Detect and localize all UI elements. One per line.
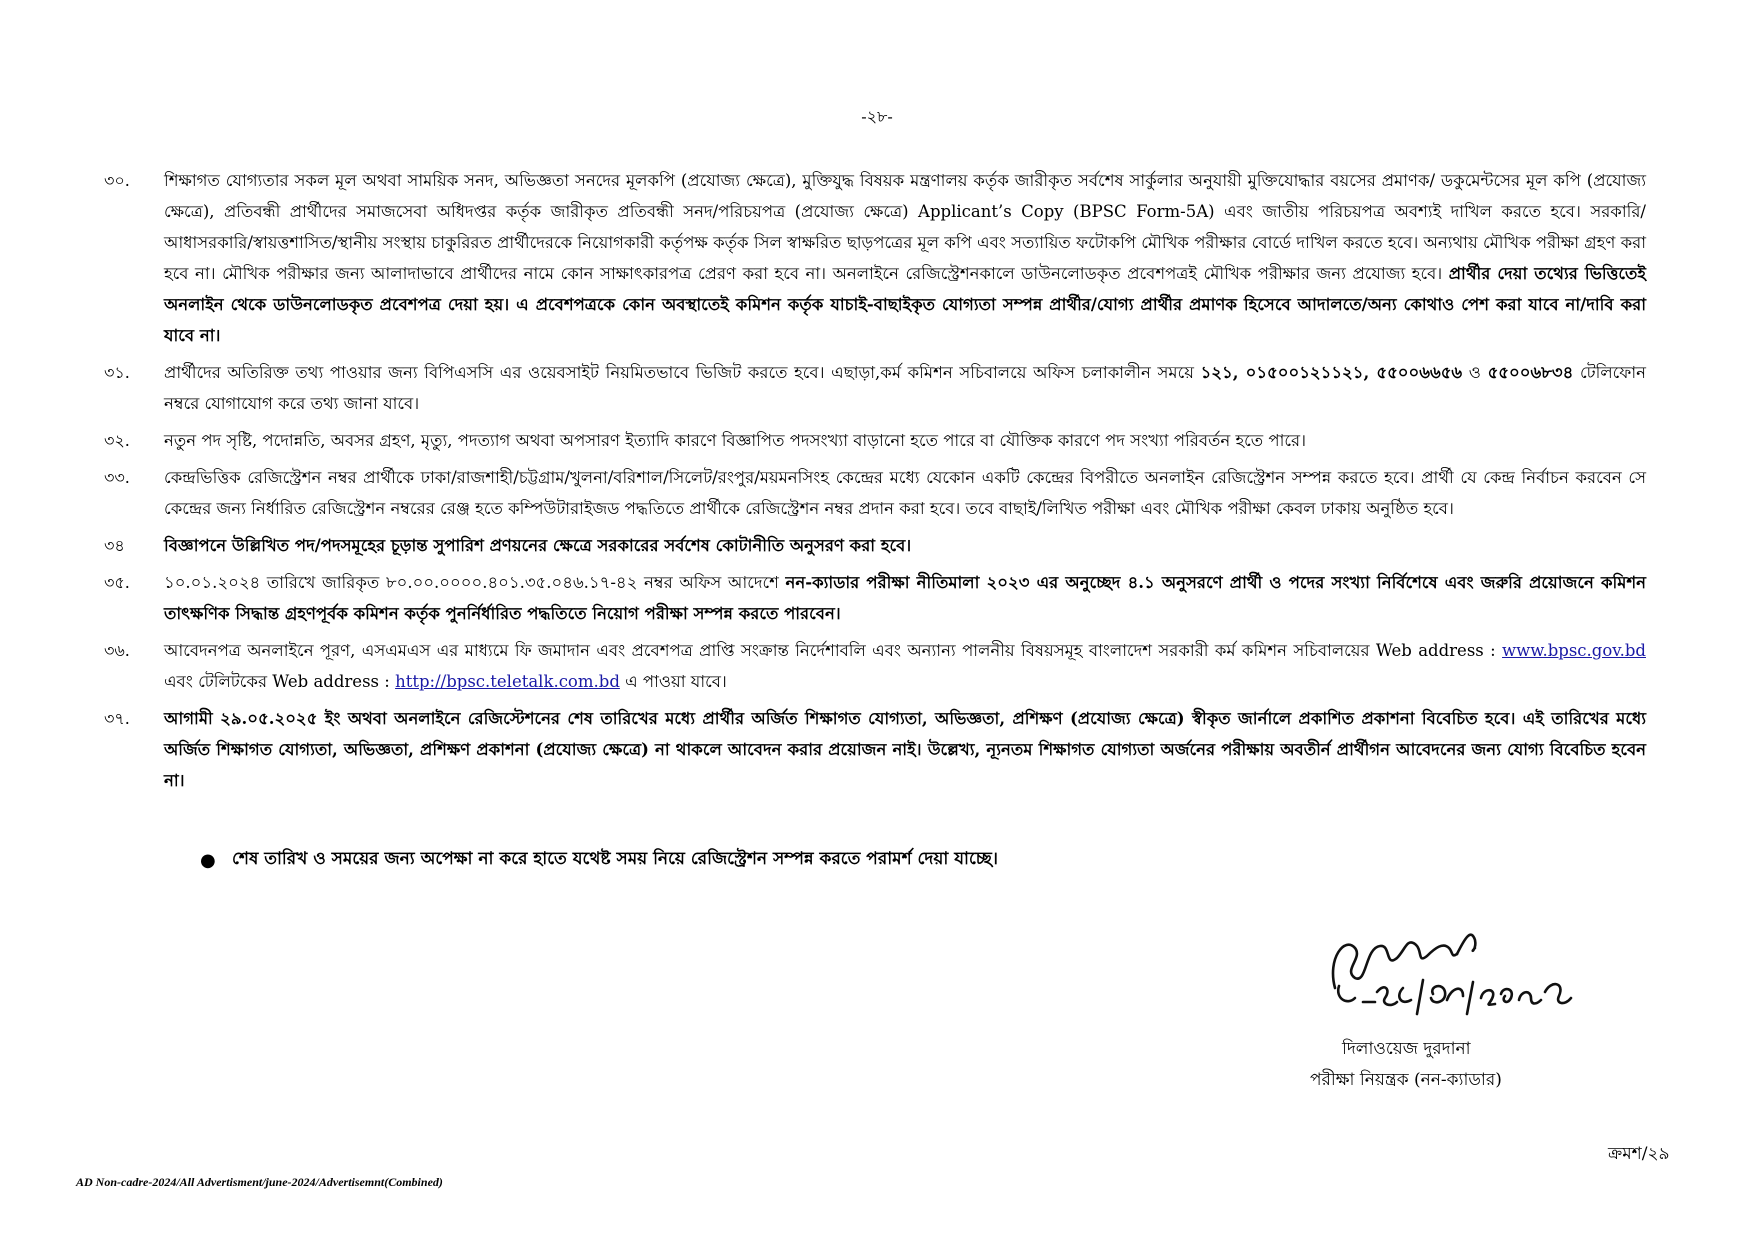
item-number: ৩৭. — [104, 709, 130, 728]
text-segment: এবং টেলিটকের Web address : — [164, 672, 396, 691]
text-segment: ১০.০১.২০২৪ তারিখে জারিকৃত ৮০.০০.০০০০.৪০১.৩৫.০৪৬.১৭-৪২ নম্বর অফিস আদেশে — [164, 573, 786, 592]
text-segment: আবেদনপত্র অনলাইনে পূরণ, এসএমএস এর মাধ্যমে ফি জমাদান এবং প্রবেশপত্র প্রাপ্তি সংক্রান্ত নির্দেশাবলি এবং অন্যান্য পালনীয় বিষয়সমূহ বাংলাদেশ সরকারী কর্ম কমিশন সচিবালয়ের Web address : — [164, 641, 1503, 660]
bullet-icon: ● — [200, 849, 216, 871]
text-segment: টেলিফোন নম্বরে যোগাযোগ করে তথ্য জানা যাবে। — [164, 363, 1646, 413]
list-item — [104, 703, 1646, 796]
text-segment: কেন্দ্রভিত্তিক রেজিস্ট্রেশন নম্বর প্রার্থীকে ঢাকা/রাজশাহী/চট্টগ্রাম/খুলনা/বরিশাল/সিলেট/রংপুর/ময়মনসিংহ কেন্দ্রের মধ্যে যেকোন একটি কেন্দ্রের বিপরীতে অনলাইন রেজিস্ট্রেশন সম্পন্ন করতে হবে। প্রার্থী যে কেন্দ্র নির্বাচন করবেন সে কেন্দ্রের জন্য নির্ধারিত রেজিস্ট্রেশন নম্বরের রেঞ্জ হতে কম্পিউটারাইজড পদ্ধতিতে প্রার্থীকে রেজিস্ট্রেশন নম্বর প্রদান করা হবে। তবে বাছাই/লিখিত পরীক্ষা এবং মৌখিক পরীক্ষা কেবল ঢাকায় অনুষ্ঠিত হবে। — [164, 468, 1646, 518]
item-number: ৩৫. — [104, 573, 130, 592]
bold-text: বিজ্ঞাপনে উল্লিখিত পদ/পদসমূহের চূড়ান্ত সুপারিশ প্রণয়নের ক্ষেত্রে সরকারের সর্বশেষ কোটানীতি অনুসরণ করা হবে। — [164, 536, 912, 555]
item-number: ৩০. — [104, 171, 130, 190]
item-number: ৩১. — [104, 363, 130, 382]
bold-text: ১২১, ০১৫০০১২১১২১, ৫৫০০৬৬৫৬ — [1200, 363, 1463, 382]
list-item — [104, 425, 1646, 456]
list-item — [104, 462, 1646, 524]
list-item — [104, 530, 1646, 561]
item-text — [164, 635, 1646, 697]
text-segment: শিক্ষাগত যোগ্যতার সকল মূল অথবা সাময়িক সনদ, অভিজ্ঞতা সনদের মূলকপি (প্রযোজ্য ক্ষেত্রে), মুক্তিযুদ্ধ বিষয়ক মন্ত্রণালয় কর্তৃক জারীকৃত সর্বশেষ সার্কুলার অনুযায়ী মুক্তিযোদ্ধার বয়সের প্রমাণক/ ডকুমেন্টসের মূল কপি (প্রযোজ্য ক্ষেত্রে), প্রতিবন্ধী প্রার্থীদের সমাজসেবা অধিদপ্তর কর্তৃক জারীকৃত প্রতিবন্ধী সনদ/পরিচয়পত্র (প্রযোজ্য ক্ষেত্রে) Applicant’s Copy (BPSC Form-5A) এবং জাতীয় পরিচয়পত্র অবশ্যই দাখিল করতে হবে। সরকারি/ আধাসরকারি/স্বায়ত্তশাসিত/স্থানীয় সংস্থায় চাকুরিরত প্রার্থীদেরকে নিয়োগকারী কর্তৃপক্ষ কর্তৃক সিল স্বাক্ষরিত ছাড়পত্রের মূল কপি এবং সত্যায়িত ফটোকপি মৌখিক পরীক্ষার বোর্ডে দাখিল করতে হবে। অন্যথায় মৌখিক পরীক্ষা গ্রহণ করা হবে না। মৌখিক পরীক্ষার জন্য আলাদাভাবে প্রার্থীদের নামে কোন সাক্ষাৎকারপত্র প্রেরণ করা হবে না। অনলাইনে রেজিস্ট্রেশনকালে ডাউনলোডকৃত প্রবেশপত্রই মৌখিক পরীক্ষার জন্য প্রযোজ্য হবে। — [164, 171, 1646, 283]
item-text — [164, 462, 1646, 524]
list-item — [104, 357, 1646, 419]
numbered-instructions-list — [104, 165, 1646, 802]
bold-text: নন-ক্যাডার পরীক্ষা নীতিমালা ২০২৩ এর অনুচ্ছেদ ৪.১ অনুসরণে প্রার্থী ও পদের সংখ্যা নির্বিশেষে এবং জরুরি প্রয়োজনে কমিশন তাৎক্ষণিক সিদ্ধান্ত গ্রহণপূর্বক কমিশন কর্তৃক পুনর্নির্ধারিত পদ্ধতিতে নিয়োগ পরীক্ষা সম্পন্ন করতে পারবেন। — [164, 573, 1646, 623]
item-text — [164, 357, 1646, 419]
page-number: -২৮- — [861, 107, 893, 126]
bullet-note — [200, 846, 1500, 874]
bold-text: ৫৫০০৬৮৩৪ — [1487, 363, 1574, 382]
text-segment: প্রার্থীদের অতিরিক্ত তথ্য পাওয়ার জন্য বিপিএসসি এর ওয়েবসাইট নিয়মিতভাবে ভিজিট করতে হবে। এছাড়া,কর্ম কমিশন সচিবালয়ে অফিস চলাকালীন সময়ে — [164, 363, 1201, 382]
continued-label: ক্রমশ/২৯ — [1608, 1144, 1670, 1164]
item-text — [164, 530, 1646, 561]
bold-text: আগামী ২৯.০৫.২০২৫ ইং অথবা অনলাইনে রেজিস্টেশনের শেষ তারিখের মধ্যে প্রার্থীর অর্জিত শিক্ষাগত যোগ্যতা, অভিজ্ঞতা, প্রশিক্ষণ (প্রযোজ্য ক্ষেত্রে) স্বীকৃত জার্নালে প্রকাশিত প্রকাশনা বিবেচিত হবে। এই তারিখের মধ্যে অর্জিত শিক্ষাগত যোগ্যতা, অভিজ্ঞতা, প্রশিক্ষণ প্রকাশনা (প্রযোজ্য ক্ষেত্রে) না থাকলে আবেদন করার প্রয়োজন নাই। উল্লেখ্য, ন্যূনতম শিক্ষাগত যোগ্যতা অর্জনের পরীক্ষায় অবতীর্ন প্রার্থীগন আবেদনের জন্য যোগ্য বিবেচিত হবেন না। — [164, 709, 1646, 790]
list-item — [104, 567, 1646, 629]
item-text — [164, 425, 1646, 456]
text-segment: নতুন পদ সৃষ্টি, পদোন্নতি, অবসর গ্রহণ, মৃত্যু, পদত্যাগ অথবা অপসারণ ইত্যাদি কারণে বিজ্ঞাপিত পদসংখ্যা বাড়ানো হতে পারে বা যৌক্তিক কারণে পদ সংখ্যা পরিবর্তন হতে পারে। — [164, 431, 1307, 450]
signer-designation: পরীক্ষা নিয়ন্ত্রক (নন-ক্যাডার) — [1310, 1070, 1502, 1090]
item-text — [164, 567, 1646, 629]
list-item — [104, 165, 1646, 351]
footer-reference: AD Non-cadre-2024/All Advertisment/june-2024/Advertisemnt(Combined) — [76, 1175, 443, 1189]
bold-text: প্রার্থীর দেয়া তথ্যের ভিত্তিতেই অনলাইন থেকে ডাউনলোডকৃত প্রবেশপত্র দেয়া হয়। এ প্রবেশপত্রকে কোন অবস্থাতেই কমিশন কর্তৃক যাচাই-বাছাইকৃত যোগ্যতা সম্পন্ন প্রার্থীর/যোগ্য প্রার্থীর প্রমাণক হিসেবে আদালতে/অন্য কোথাও পেশ করা যাবে না/দাবি করা যাবে না। — [164, 264, 1646, 345]
item-number: ৩৪ — [104, 536, 125, 555]
text-segment: এ পাওয়া যাবে। — [619, 672, 727, 691]
handwritten-signature — [1325, 918, 1585, 1018]
item-text — [164, 703, 1646, 796]
list-item — [104, 635, 1646, 697]
text-segment: ও — [1462, 363, 1488, 382]
item-number: ৩২. — [104, 431, 130, 450]
signer-name: দিলাওয়েজ দুরদানা — [1342, 1039, 1471, 1059]
item-text — [164, 165, 1646, 351]
bullet-note-text: শেষ তারিখ ও সময়ের জন্য অপেক্ষা না করে হাতে যথেষ্ট সময় নিয়ে রেজিস্ট্রেশন সম্পন্ন করতে পরামর্শ দেয়া যাচ্ছে। — [232, 849, 998, 869]
item-number: ৩৬. — [104, 641, 130, 660]
web-link[interactable]: http://bpsc.teletalk.com.bd — [395, 672, 620, 691]
web-link[interactable]: www.bpsc.gov.bd — [1502, 641, 1646, 660]
item-number: ৩৩. — [104, 468, 130, 487]
